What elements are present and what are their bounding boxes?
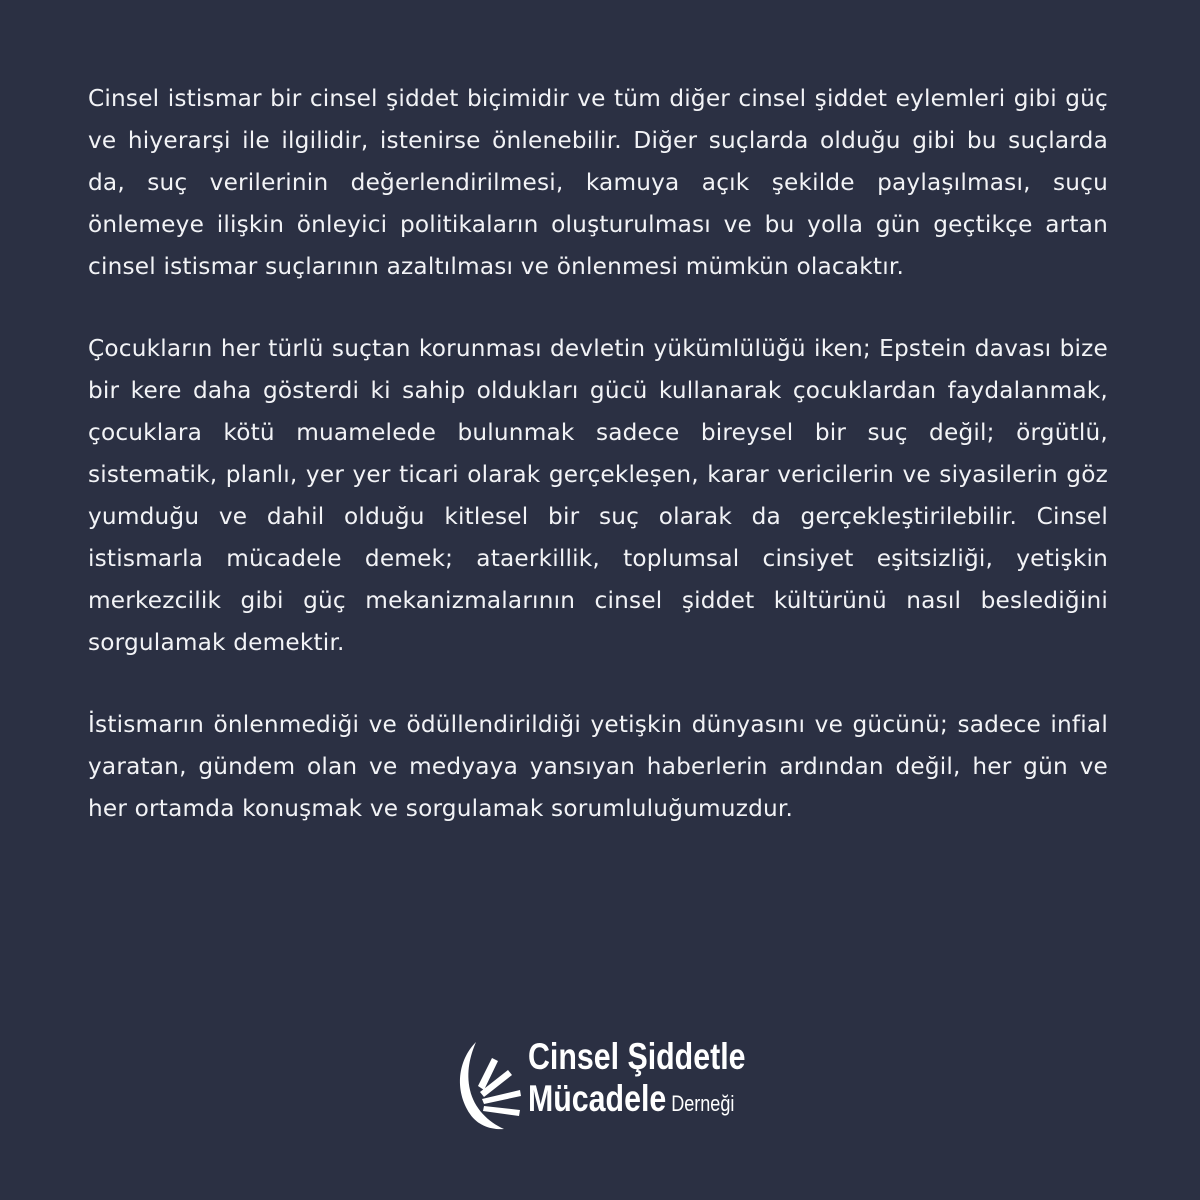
paragraph-2: Çocukların her türlü suçtan korunması devletin yükümlülüğü iken; Epstein davası bize bir kere daha gösterdi ki sahip oldukları gücü kullanarak çocuklardan faydalanmak, çocuklara kötü muamelede bulunmak sadece bireysel bir suç değil; örgütlü, sistematik, planlı, yer yer ticari olarak gerçekleşen, karar vericilerin ve siyasilerin göz yumduğu ve dahil olduğu kitlesel bir suç olarak da gerçekleştirilebilir. Cinsel istismarla mücadele demek; ataerkillik, toplumsal cinsiyet eşitsizliği, yetişkin merkezcilik gibi güç mekanizmalarının cinsel şiddet kültürünü nasıl beslediğini sorgulamak demektir. — [88, 335, 1108, 656]
logo-line-2-main: Mücadele — [528, 1078, 667, 1119]
logo-wordmark — [528, 1036, 745, 1125]
paragraph-1: Cinsel istismar bir cinsel şiddet biçimidir ve tüm diğer cinsel şiddet eylemleri gibi güç ve hiyerarşi ile ilgilidir, istenirse önlenebilir. Diğer suçlarda olduğu gibi bu suçlarda da, suç verilerinin değerlendirilmesi, kamuya açık şekilde paylaşılması, suçu önlemeye ilişkin önleyici politikaların oluşturulması ve bu yolla gün geçtikçe artan cinsel istismar suçlarının azaltılması ve önlenmesi mümkün olacaktır. — [88, 85, 1108, 280]
logo-line-2-small: Derneği — [671, 1091, 735, 1116]
logo-line-1: Cinsel Şiddetle — [528, 1036, 746, 1077]
sunburst-wing-icon — [448, 1036, 524, 1130]
logo-line-2 — [528, 1078, 745, 1125]
organization-logo — [448, 1036, 768, 1130]
statement-text — [88, 78, 1108, 870]
paragraph-3: İstismarın önlenmediği ve ödüllendirildiği yetişkin dünyasını ve gücünü; sadece infial yaratan, gündem olan ve medyaya yansıyan haberlerin ardından değil, her gün ve her ortamda konuşmak ve sorgulamak sorumluluğumuzdur. — [88, 711, 1108, 822]
